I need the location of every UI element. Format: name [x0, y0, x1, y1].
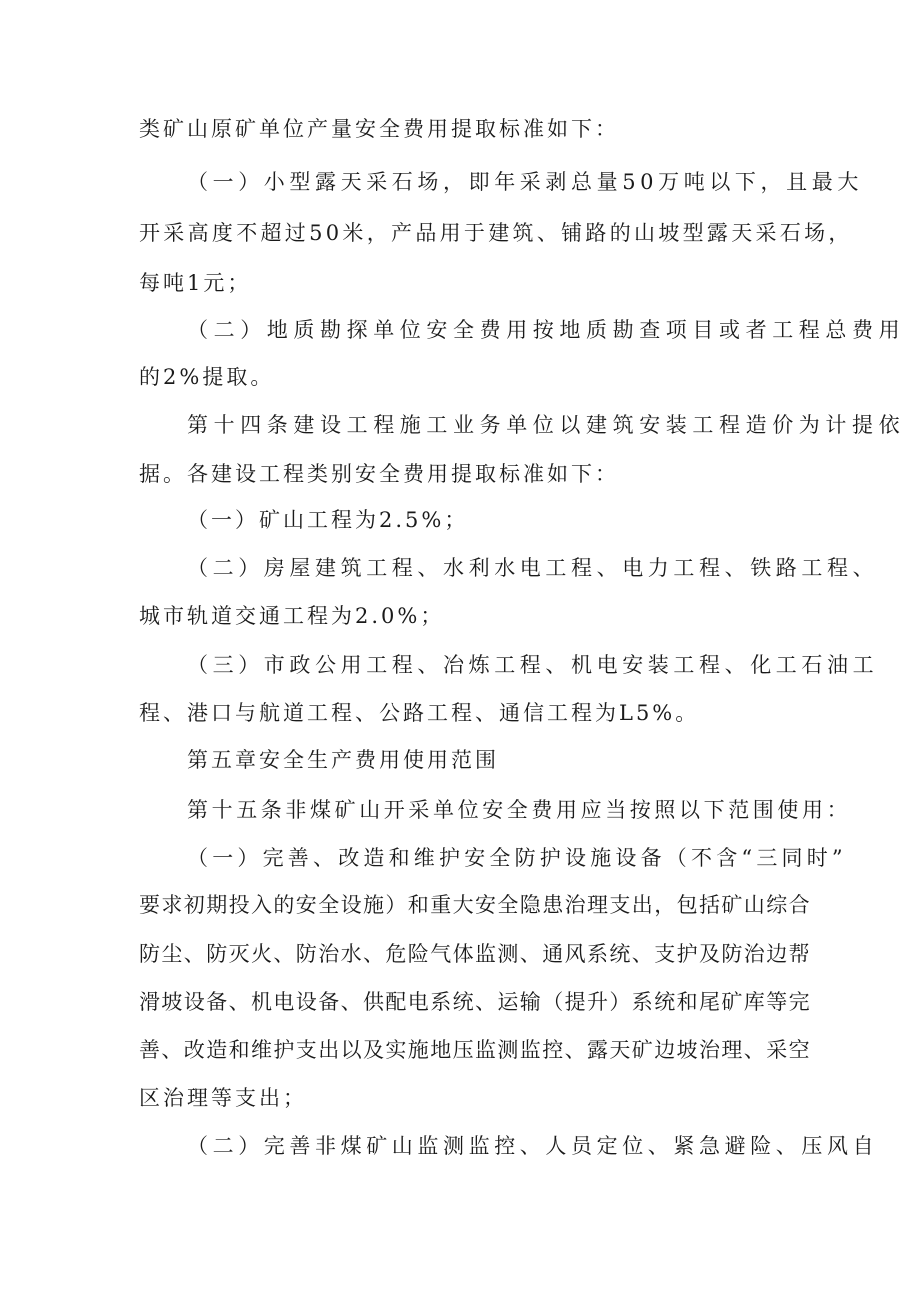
section-heading: 第五章安全生产费用使用范围 [187, 748, 499, 772]
text-line: （一）小型露天采石场，即年采剥总量50万吨以下，且最大 [187, 170, 863, 194]
text-line: 区治理等支出； [139, 1086, 307, 1110]
text-line: 开采高度不超过50米，产品用于建筑、铺路的山坡型露天采石场， [139, 221, 853, 245]
text-line: 第十五条非煤矿山开采单位安全费用应当按照以下范围使用： [187, 798, 852, 822]
text-line: 类矿山原矿单位产量安全费用提取标准如下： [139, 117, 619, 141]
text-line: （二）完善非煤矿山监测监控、人员定位、紧急避险、压风自 [187, 1134, 879, 1158]
text-line: （三）市政公用工程、冶炼工程、机电安装工程、化工石油工 [187, 653, 879, 677]
text-line: 城市轨道交通工程为2.0%； [139, 604, 445, 628]
text-line: 善、改造和维护支出以及实施地压监测监控、露天矿边坡治理、采空 [139, 1038, 811, 1062]
text-line: 防尘、防灭火、防治水、危险气体监测、通风系统、支护及防治边帮 [139, 942, 811, 966]
text-line: 的2%提取。 [139, 365, 275, 389]
text-line: （二）房屋建筑工程、水利水电工程、电力工程、铁路工程、 [187, 556, 879, 580]
text-line: 滑坡设备、机电设备、供配电系统、运输（提升）系统和尾矿库等完 [139, 990, 811, 1014]
text-line: 据。各建设工程类别安全费用提取标准如下： [139, 462, 619, 486]
text-line: （一）完善、改造和维护安全防护设施设备（不含“三同时” [187, 846, 847, 870]
text-line: （二）地质勘探单位安全费用按地质勘查项目或者工程总费用 [187, 318, 906, 342]
text-line: 第十四条建设工程施工业务单位以建筑安装工程造价为计提依 [187, 413, 906, 437]
text-line: 每吨1元； [139, 271, 252, 295]
text-line: （一）矿山工程为2.5%； [187, 508, 469, 532]
text-line: 程、港口与航道工程、公路工程、通信工程为L5%。 [139, 701, 700, 725]
text-line: 要求初期投入的安全设施）和重大安全隐患治理支出，包括矿山综合 [139, 893, 811, 917]
